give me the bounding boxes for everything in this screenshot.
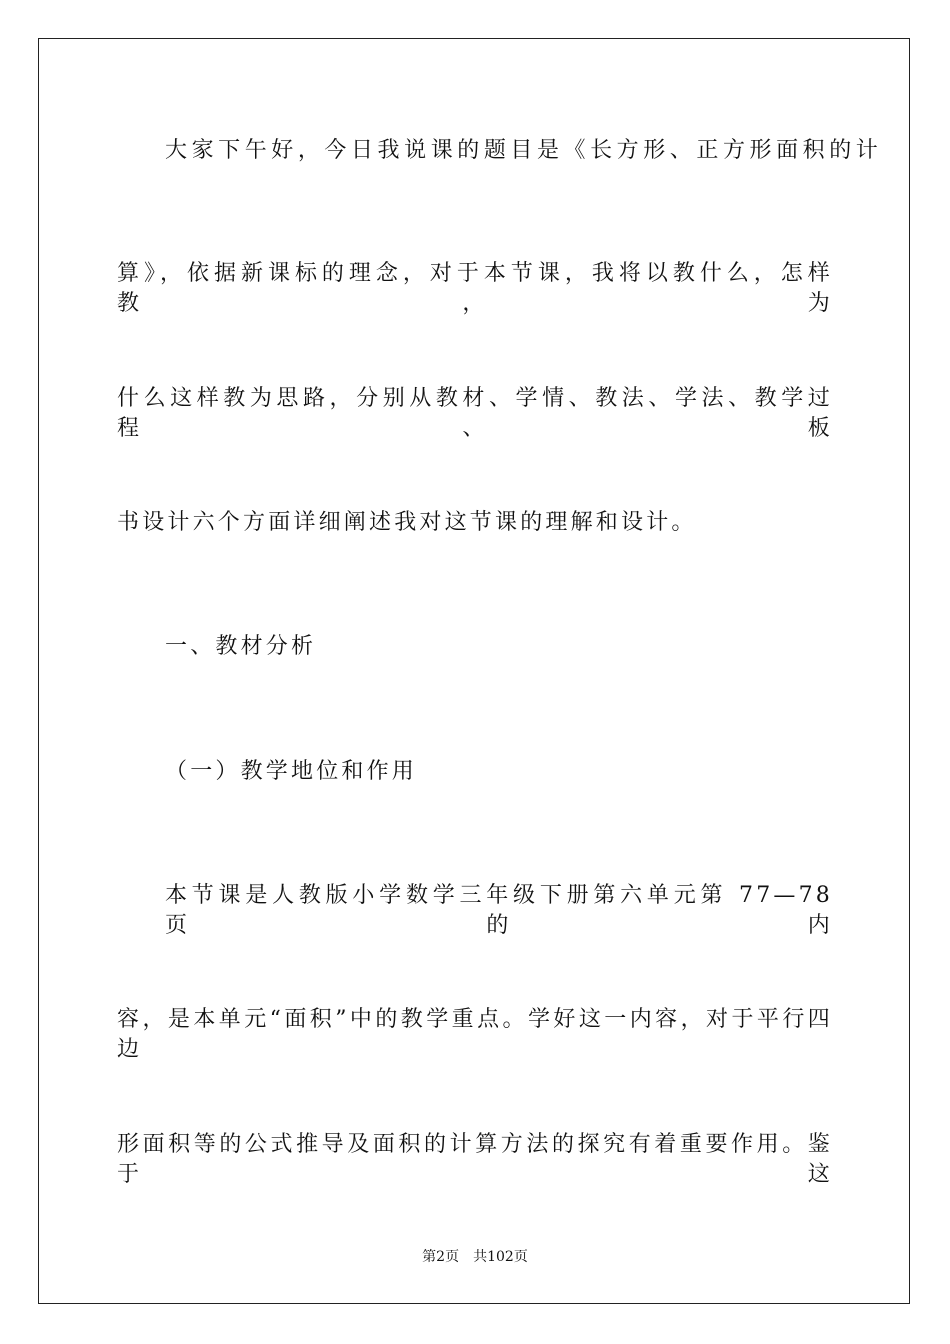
total-pages: 共102页 (473, 1249, 528, 1265)
paragraph-line-4: 书设计六个方面详细阐述我对这节课的理解和设计。 (117, 510, 697, 535)
paragraph-line-2: 算》，依据新课标的理念，对于本节课，我将以教什么，怎样教，为 (117, 261, 833, 316)
paragraph-line-5: 本节课是人教版小学数学三年级下册第六单元第 77—78 页的内 (165, 883, 833, 938)
subsection-heading: （一）教学地位和作用 (165, 759, 418, 784)
paragraph-line-3: 什么这样教为思路，分别从教材、学情、教法、学法、教学过程、板 (117, 386, 833, 441)
page-number: 第2页 (422, 1249, 460, 1265)
page-footer (0, 1248, 950, 1266)
paragraph-line-7: 形面积等的公式推导及面积的计算方法的探究有着重要作用。鉴于这 (117, 1132, 833, 1187)
section-heading: 一、教材分析 (165, 634, 317, 659)
paragraph-line-6: 容，是本单元“面积”中的教学重点。学好这一内容，对于平行四边 (117, 1007, 833, 1062)
paragraph-line-1: 大家下午好，今日我说课的题目是《长方形、正方形面积的计 (165, 138, 881, 163)
page-border (38, 38, 910, 1304)
